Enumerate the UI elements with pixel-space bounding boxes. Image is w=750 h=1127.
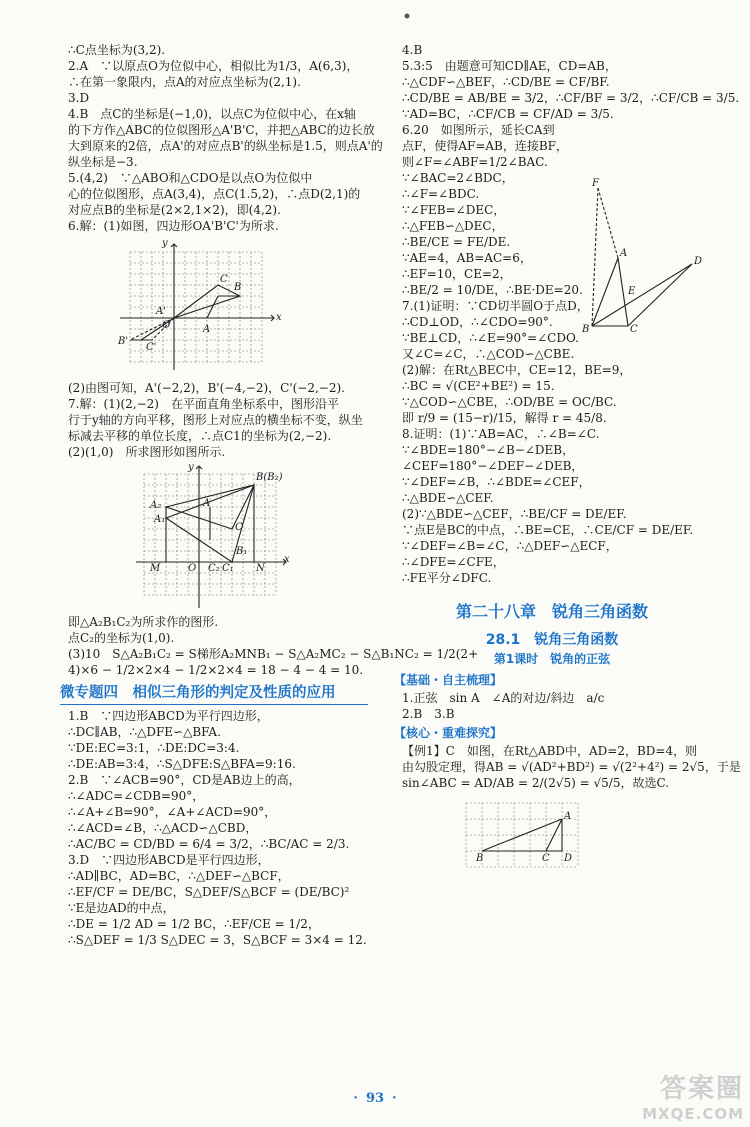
page-number: · 93 · xyxy=(353,1091,397,1106)
right-top-line: ∴CD⊥OD，∴∠CDO=90°. xyxy=(402,315,553,329)
left-mid-line: 7.解：(1)(2,−2) 在平面直角坐标系中，图形沿平 xyxy=(68,397,339,411)
right-top-line: ∵AE=4，AB=AC=6， xyxy=(402,251,532,265)
watermark-line1: 答案圈 xyxy=(659,1074,744,1104)
lesson-title: 第1课时 锐角的正弦 xyxy=(493,652,611,666)
right-top-line: 则∠F=∠ABF=1/2∠BAC. xyxy=(402,155,548,169)
right-top-line: ∵∠BDE=180°−∠B−∠DEB， xyxy=(402,443,575,457)
top-decoration xyxy=(400,6,414,16)
fig6-label-a: A xyxy=(620,248,628,259)
left-bottom-line: ∵E是边AD的中点， xyxy=(68,901,175,915)
tag-basic: 【基础・自主梳理】 xyxy=(394,673,503,687)
fig2-label-b1: B₁ xyxy=(236,546,248,557)
left-bottom-line: ∴DE:AB=3:4，∴S△DFE:S△BFA=9:16. xyxy=(68,757,296,771)
left-bottom-line: ∵DE:EC=3:1，∴DE:DC=3:4. xyxy=(68,741,240,755)
right-top-line: (2)解：在Rt△BEC中，CE=12，BE=9， xyxy=(402,363,632,377)
left-top-line: 3.D xyxy=(68,91,90,105)
left-bottom-line: 1.B ∵四边形ABCD为平行四边形， xyxy=(68,709,269,723)
page-number-value: 93 xyxy=(365,1091,385,1106)
watermark xyxy=(642,1068,744,1123)
right-top-line: (2)∵△BDE∽△CEF，∴BE/CF = DE/EF. xyxy=(402,507,627,521)
right-top-line: ∴EF=10，CE=2， xyxy=(402,267,512,281)
right-top-line: ∴∠F=∠BDC. xyxy=(402,187,480,201)
chapter-title: 第二十八章 锐角三角函数 xyxy=(455,602,648,621)
left-top-line: 4.B 点C的坐标是(−1,0)，以点C为位似中心，在x轴 xyxy=(68,107,356,121)
left-bottom-line: ∴EF/CF = DE/BC，S△DEF/S△BCF = (DE/BC)² xyxy=(68,885,350,899)
right-top-line: 点F，使得AF=AB，连接BF， xyxy=(402,139,569,153)
fig6-label-b: B xyxy=(582,324,590,335)
micro-topic-title: 微专题四 相似三角形的判定及性质的应用 xyxy=(60,682,368,705)
fig2-label-x: x xyxy=(284,554,290,565)
fig2-label-b: B(B₂) xyxy=(256,472,283,483)
right-top-line: ∵△COD∽△CBE，∴OD/BE = OC/BC. xyxy=(402,395,617,409)
left-top-line: 6.解：(1)如图，四边形OA'B'C'为所求. xyxy=(68,219,279,233)
fig6-label-e: E xyxy=(628,286,636,297)
left-bottom-line: ∴AD∥BC，AD=BC，∴△DEF∽△BCF， xyxy=(68,869,290,883)
fig2-label-c1: C₁ xyxy=(222,563,234,574)
fig1-label-o: O xyxy=(162,320,171,331)
fig7-label-d: D xyxy=(564,853,573,864)
right-top-line: 4.B xyxy=(402,43,423,57)
fig2-label-n: N xyxy=(256,563,265,574)
fig7-label-a: A xyxy=(564,811,572,822)
right-top-line: ∵∠FEB=∠DEC， xyxy=(402,203,506,217)
right-top-line: 6.20 如图所示，延长CA到 xyxy=(402,123,555,137)
right-top-line: ∴△CDF∽△BEF，∴CD/BE = CF/BF. xyxy=(402,75,610,89)
figure-quad-oabc xyxy=(116,238,286,378)
right-top-line: ∴FE平分∠DFC. xyxy=(402,571,492,585)
left-bottom-line: ∴∠ADC=∠CDB=90°， xyxy=(68,789,205,803)
right-core-line: 由勾股定理，得AB = √(AD²+BD²) = √(2²+4²) = 2√5，于是 xyxy=(402,760,741,774)
left-top-answers xyxy=(68,42,383,234)
fig2-label-a2: A₂ xyxy=(150,500,162,511)
basic-answers xyxy=(402,690,702,722)
fig2-label-a1: A₁ xyxy=(154,514,166,525)
right-top-line: 即 r/9 = (15−r)/15，解得 r = 45/8. xyxy=(402,411,607,425)
left-top-line: 对应点B的坐标是(2×2,1×2)，即(4,2). xyxy=(68,203,281,217)
core-answers xyxy=(402,743,741,791)
left-top-line: 纵坐标是−3. xyxy=(68,155,138,169)
right-top-line: 5.3:5 由题意可知CD∥AE，CD=AB， xyxy=(402,59,617,73)
left-bottom-line: 2.B ∵∠ACB=90°，CD是AB边上的高， xyxy=(68,773,301,787)
fig2-label-y: y xyxy=(188,462,194,473)
left-bottom-line: ∴∠A+∠B=90°，∠A+∠ACD=90°， xyxy=(68,805,277,819)
left-after2-line: 点C₂的坐标为(1,0). xyxy=(68,631,175,645)
fig2-label-m: M xyxy=(150,563,161,574)
right-top-line: 又∠C=∠C，∴△COD∽△CBE. xyxy=(402,347,575,361)
right-top-line: ∴△FEB∽△DEC， xyxy=(402,219,504,233)
fig1-label-b: B xyxy=(234,282,242,293)
left-top-line: 5.(4,2) ∵△ABO和△CDO是以点O为位似中 xyxy=(68,171,313,185)
left-bottom-line: ∴AC/BC = CD/BD = 6/4 = 3/2，∴BC/AC = 2/3. xyxy=(68,837,350,851)
fig7-label-b: B xyxy=(476,853,484,864)
watermark-line2: MXQE.COM xyxy=(642,1105,744,1123)
fig7-label-c: C xyxy=(542,853,550,864)
left-bottom-line: ∴DC∥AB，∴△DFE∽△BFA. xyxy=(68,725,221,739)
figure-triangle-fbd xyxy=(582,178,702,338)
left-after2-line: 即△A₂B₁C₂为所求作的图形. xyxy=(68,615,219,629)
fig1-label-b1: B' xyxy=(118,336,129,347)
left-after2-line: 4)×6 − 1/2×2×4 − 1/2×2×4 = 18 − 4 − 4 = 10. xyxy=(68,663,364,677)
figure-rt-abd xyxy=(462,799,582,871)
left-top-line: ∴在第一象限内，点A的对应点坐标为(2,1). xyxy=(68,75,301,89)
left-bottom-line: ∴DE = 1/2 AD = 1/2 BC，∴EF/CE = 1/2， xyxy=(68,917,320,931)
left-bottom-line: 3.D ∵四边形ABCD是平行四边形， xyxy=(68,853,270,867)
fig1-label-c1: C' xyxy=(146,342,157,353)
fig6-label-f: F xyxy=(592,178,599,189)
section-title: 28.1 锐角三角函数 xyxy=(485,632,619,648)
fig2-label-c: C xyxy=(235,522,243,533)
left-bottom-line: ∴S△DEF = 1/3 S△DEC = 3，S△BCF = 3×4 = 12. xyxy=(68,933,367,947)
figure-translation-abc xyxy=(136,462,296,612)
right-top-line: ∴BC = √(CE²+BE²) = 15. xyxy=(402,379,555,393)
right-column xyxy=(394,42,741,871)
fig2-label-a: A xyxy=(203,498,211,509)
right-top-line: 7.(1)证明：∵CD切半圆O于点D， xyxy=(402,299,589,313)
left-bottom-answers xyxy=(68,708,368,948)
triangle-svg xyxy=(582,178,702,338)
right-top-line: ∵∠DEF=∠B=∠C，∴△DEF∽△ECF， xyxy=(402,539,618,553)
right-top-line: ∴∠DFE=∠CFE， xyxy=(402,555,505,569)
left-mid-line: 标减去平移的单位长度，∴点C1的坐标为(2,−2). xyxy=(68,429,332,443)
right-top-line: ∵点E是BC的中点，∴BE=CE，∴CE/CF = DE/EF. xyxy=(402,523,694,537)
tag-core: 【核心・重难探究】 xyxy=(394,726,503,740)
fig6-label-d: D xyxy=(694,256,703,267)
left-mid-line: (2)(1,0) 所求图形如图所示. xyxy=(68,445,226,459)
fig1-label-y: y xyxy=(162,238,168,249)
right-top-line: ∵BE⊥CD，∴∠E=90°=∠CDO. xyxy=(402,331,579,345)
right-core-line: 【例1】C 如图，在Rt△ABD中，AD=2，BD=4，则 xyxy=(402,744,698,758)
left-top-line: 心的位似图形，点A(3,4)，点C(1.5,2)，∴点D(2,1)的 xyxy=(68,187,361,201)
fig1-label-a1: A' xyxy=(156,306,166,317)
left-mid-line: 行于y轴的方向平移，图形上对应点的横坐标不变，纵坐 xyxy=(68,413,363,427)
left-top-line: 大到原来的2倍，点A'的对应点B'的纵坐标是1.5，则点A'的 xyxy=(68,139,383,153)
left-top-line: 的下方作△ABC的位似图形△A'B'C，并把△ABC的边长放 xyxy=(68,123,375,137)
right-top-line: ∵∠BAC=2∠BDC， xyxy=(402,171,514,185)
grid-svg-1 xyxy=(116,238,286,378)
right-core-line: sin∠ABC = AD/AB = 2/(2√5) = √5/5，故选C. xyxy=(402,776,670,790)
right-top-line: ∴BE/2 = 10/DE，∴BE·DE=20. xyxy=(402,283,583,297)
left-top-line: 2.A ∵以原点O为位似中心，相似比为1/3，A(6,3)， xyxy=(68,59,359,73)
right-top-line: 8.证明：(1)∵AB=AC，∴∠B=∠C. xyxy=(402,427,600,441)
right-top-line: ∴△BDE∽△CEF. xyxy=(402,491,494,505)
fig1-label-c: C xyxy=(220,274,228,285)
right-basic-line: 1.正弦 sin A ∠A的对边/斜边 a/c xyxy=(402,691,605,705)
left-mid-line: (2)由图可知，A'(−2,2)，B'(−4,−2)，C'(−2,−2). xyxy=(68,381,345,395)
fig2-label-c2: C₂ xyxy=(208,563,220,574)
grid-svg-2 xyxy=(136,462,296,612)
left-after-figure2 xyxy=(68,614,479,678)
right-top-line: ∴BE/CE = FE/DE. xyxy=(402,235,511,249)
left-bottom-line: ∴∠ACD=∠B，∴△ACD∽△CBD， xyxy=(68,821,258,835)
right-top-line: ∴CD/BE = AB/BE = 3/2，∴CF/BF = 3/2，∴CF/CB = 3/5. xyxy=(402,91,740,105)
left-mid-answers xyxy=(68,380,368,460)
fig6-label-c: C xyxy=(630,324,638,335)
left-top-line: ∴C点坐标为(3,2). xyxy=(68,43,166,57)
left-after2-line: (3)10 S△A₂B₁C₂ = S梯形A₂MNB₁ − S△A₂MC₂ − S△B₁NC₂ = 1/2(2+ xyxy=(68,647,479,661)
fig1-label-x: x xyxy=(276,312,282,323)
fig1-label-a: A xyxy=(203,324,211,335)
right-top-line: ∵AD=BC，∴CF/CB = CF/AD = 3/5. xyxy=(402,107,614,121)
right-basic-line: 2.B 3.B xyxy=(402,707,455,721)
fig2-label-o: O xyxy=(188,563,197,574)
right-top-line: ∠CEF=180°−∠DEF−∠DEB， xyxy=(402,459,584,473)
right-top-line: ∵∠DEF=∠B，∴∠BDE=∠CEF， xyxy=(402,475,591,489)
